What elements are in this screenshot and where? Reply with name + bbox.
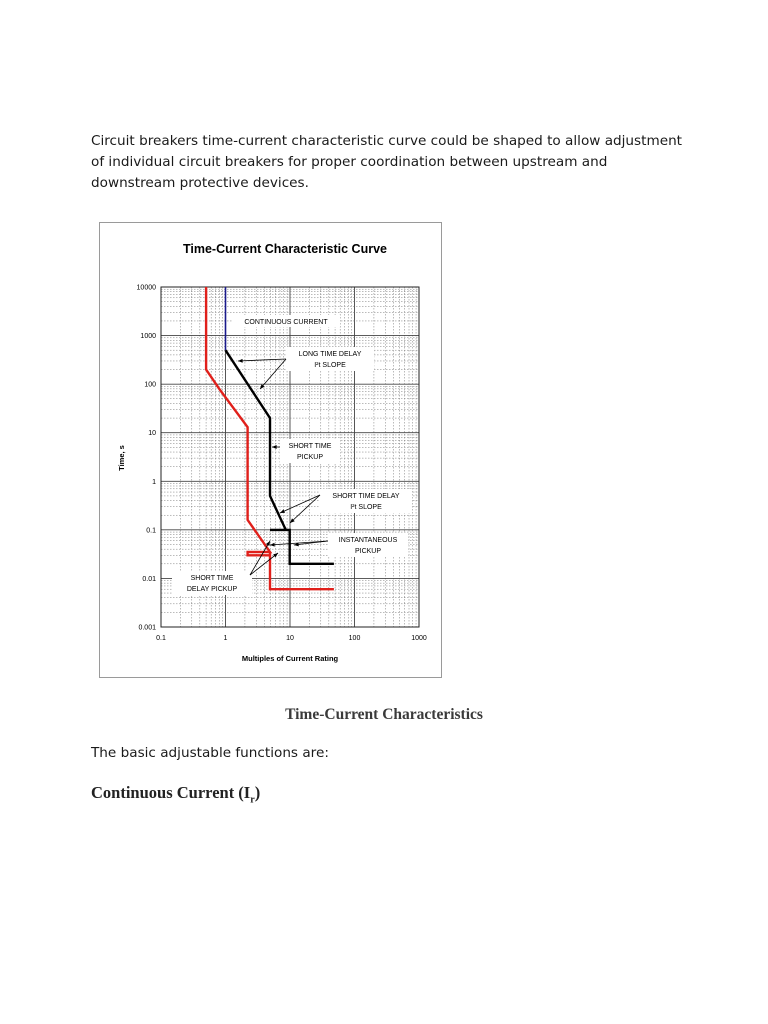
time-current-chart [100, 223, 441, 677]
y-tick-label: 10 [148, 430, 156, 438]
x-tick-label: 1000 [411, 635, 427, 642]
intro-paragraph: Circuit breakers time-current characteristic curve could be shaped to allow adjustment of individual circuit breakers for proper coordination between upstream and downstream protective devices. [91, 133, 683, 191]
chart-figure [99, 222, 442, 678]
y-tick-label: 0.001 [138, 624, 156, 632]
annotation-text: CONTINUOUS CURRENT [244, 319, 328, 326]
basic-functions-text: The basic adjustable functions are: [91, 745, 329, 761]
y-tick-label: 1 [152, 478, 156, 486]
annotation-continuous [232, 315, 340, 327]
annotation-text: INSTANTANEOUS [338, 537, 398, 544]
section-heading-subscript: r [250, 794, 255, 806]
section-heading-suffix: ) [254, 783, 261, 802]
annotation-text: DELAY PICKUP [186, 586, 238, 593]
y-tick-label: 0.1 [146, 527, 156, 535]
arrowhead [238, 359, 243, 363]
annotation-arrow [290, 495, 320, 523]
section-heading-text: Continuous Current (I [91, 783, 251, 802]
x-tick-label: 100 [348, 635, 361, 642]
annotation-text: LONG TIME DELAY [298, 351, 362, 358]
annotation-text: SHORT TIME [190, 575, 234, 582]
x-tick-label: 10 [286, 635, 294, 642]
section-heading [91, 783, 260, 805]
chart-annotations [172, 315, 412, 595]
arrowhead [272, 445, 277, 449]
y-tick-label: 100 [144, 381, 156, 389]
annotation-short-time-delay [280, 489, 412, 523]
annotation-arrow [250, 541, 270, 575]
y-tick-label: 1000 [140, 333, 156, 341]
annotation-arrow [280, 495, 320, 513]
annotation-text: PICKUP [354, 548, 382, 555]
x-tick-label: 1 [223, 635, 228, 642]
y-tick-label: 10000 [136, 284, 156, 292]
x-tick-label: 0.1 [156, 635, 166, 642]
annotation-text: I²t SLOPE [314, 362, 346, 369]
annotation-text: PICKUP [296, 454, 324, 461]
annotation-text: SHORT TIME [288, 443, 332, 450]
y-axis-label: Time, s [117, 445, 126, 471]
figure-caption: Time-Current Characteristics [285, 706, 483, 723]
annotation-short-time-pickup [272, 439, 340, 463]
annotation-long-time [238, 347, 374, 389]
chart-title: Time-Current Characteristic Curve [182, 242, 388, 256]
annotation-text: I²t SLOPE [350, 504, 382, 511]
annotation-arrow [238, 359, 286, 361]
annotation-text: SHORT TIME DELAY [332, 493, 400, 500]
y-tick-label: 0.01 [142, 575, 156, 583]
x-axis-label: Multiples of Current Rating [241, 654, 339, 663]
